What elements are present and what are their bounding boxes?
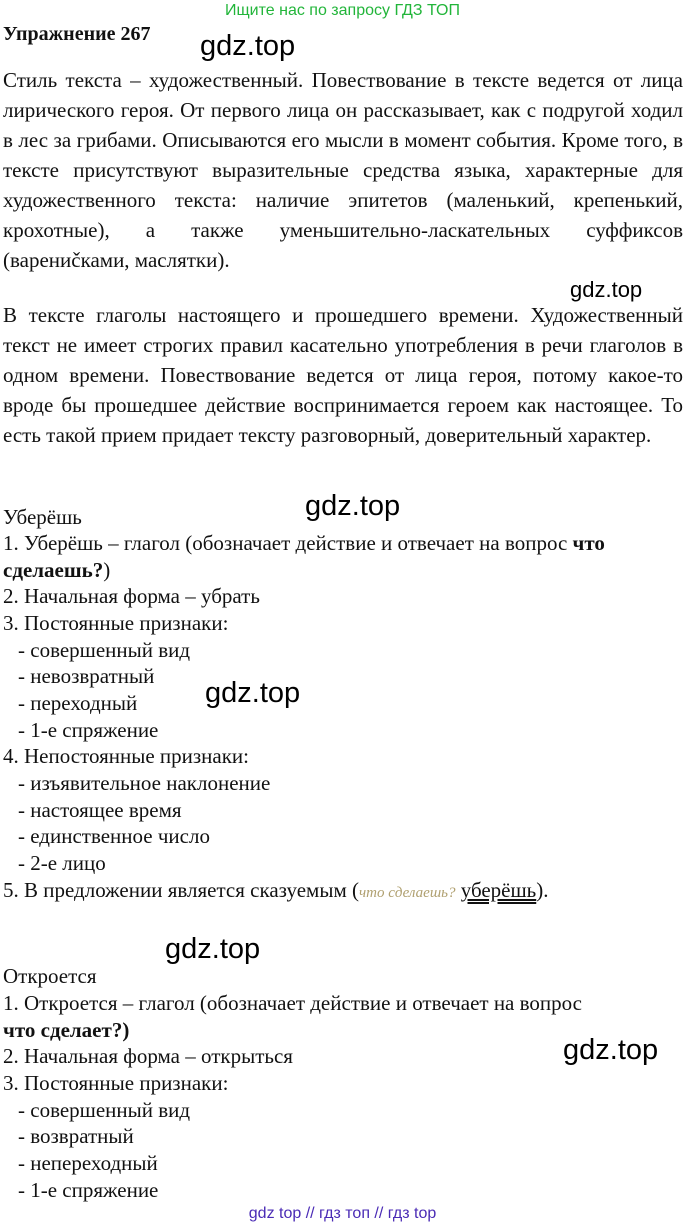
analysis-line-1: 1. Откроется – глагол (обозначает действие и отвечает на вопрос — [3, 991, 582, 1015]
analysis-question: что — [572, 531, 605, 555]
watermark: gdz.top — [165, 933, 261, 965]
nonconst-feature: - изъявительное наклонение — [18, 771, 271, 795]
nonconst-feature: - единственное число — [18, 824, 210, 848]
analysis-line-3: 3. Постоянные признаки: — [3, 1071, 229, 1095]
const-feature: - совершенный вид — [18, 1098, 191, 1122]
analysis-word: Уберёшь — [3, 505, 82, 529]
watermark: gdz.top — [200, 30, 296, 62]
const-feature: - непереходный — [18, 1151, 158, 1175]
const-feature: - возвратный — [18, 1124, 134, 1148]
nonconst-feature: - 2-е лицо — [18, 851, 106, 875]
const-feature: - невозвратный — [18, 664, 155, 688]
analysis-line-5-text: 5. В предложении является сказуемым ( — [3, 878, 359, 902]
const-feature: - совершенный вид — [18, 638, 191, 662]
watermark: gdz.top — [570, 277, 643, 302]
analysis-line-1 — [3, 530, 605, 556]
paragraph-1: Стиль текста – художественный. Повествование в тексте ведется от лица лирического героя. От первого лица он рассказывает, как с подругой ходил в лес за грибами. Описываются его мысли в момент события. Кроме того, в тексте присутствуют выразительные средства языка, характерные для художественного текста: наличие эпитетов (маленький, крепенький, крохотные), а также уменьшительно-ласкательных суффиксов (варениčками, маслятки). — [3, 68, 683, 272]
watermark: gdz.top — [305, 490, 401, 522]
analysis-line-2: 2. Начальная форма – убрать — [3, 584, 260, 608]
analysis-word: Откроется — [3, 964, 97, 988]
paragraph-2: В тексте глаголы настоящего и прошедшего времени. Художественный текст не имеет строгих правил касательно употребления в речи глаголов в одном времени. Повествование ведется от лица героя, потому какое-то вроде бы прошедшее действие воспринимается героем как настоящее. То есть такой прием придает тексту разговорный, доверительный характер. — [3, 303, 683, 447]
const-feature: - переходный — [18, 691, 138, 715]
question-hint: что сделаешь? — [358, 885, 456, 901]
const-feature: - 1-е спряжение — [18, 718, 159, 742]
watermark: gdz.top — [205, 677, 301, 709]
analysis-question-cont: сделаешь? — [3, 558, 104, 582]
analysis-line-4: 4. Непостоянные признаки: — [3, 744, 249, 768]
predicate-word: уберёшь — [460, 878, 537, 902]
analysis-line-3: 3. Постоянные признаки: — [3, 611, 229, 635]
footer-watermark: gdz top // гдз топ // гдз top — [248, 1205, 437, 1222]
top-banner: Ищите нас по запросу ГДЗ ТОП — [225, 2, 460, 19]
analysis-question: что сделает?) — [3, 1018, 130, 1042]
watermark: gdz.top — [563, 1034, 659, 1066]
analysis-paren: ) — [103, 558, 111, 582]
const-feature: - 1-е спряжение — [18, 1178, 159, 1202]
analysis-line-2: 2. Начальная форма – открыться — [3, 1044, 293, 1068]
analysis-line-1-cont — [3, 557, 110, 583]
analysis-line-1-text: 1. Уберёшь – глагол (обозначает действие и отвечает на вопрос — [3, 531, 568, 555]
analysis-line-5 — [3, 877, 549, 906]
analysis-line-5-end: ). — [536, 878, 549, 902]
nonconst-feature: - настоящее время — [18, 798, 182, 822]
exercise-title: Упражнение 267 — [3, 23, 151, 45]
